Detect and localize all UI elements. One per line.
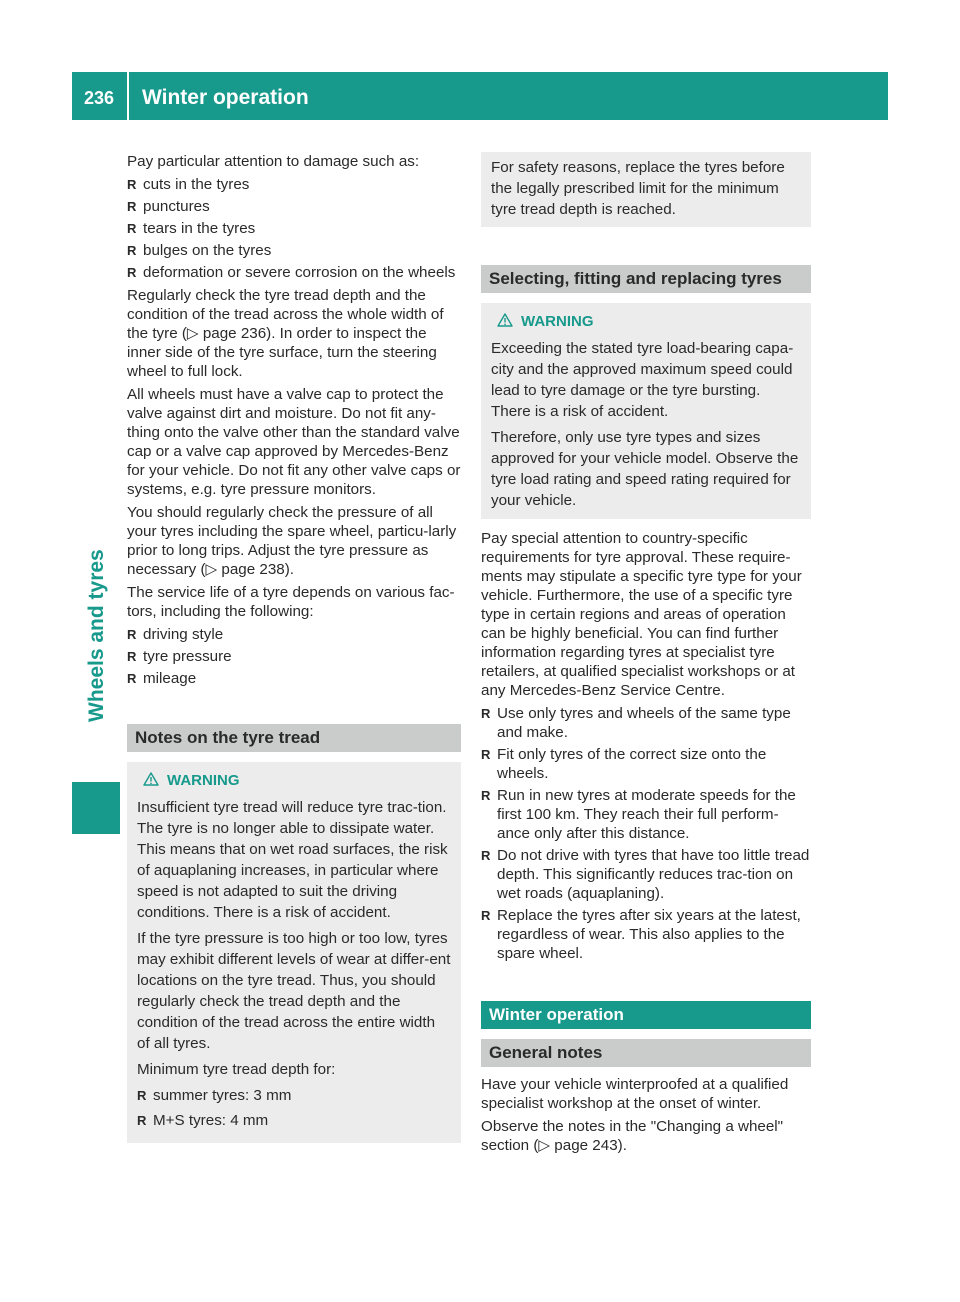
list-item: R Use only tyres and wheels of the same type and make. bbox=[481, 704, 811, 742]
left-column bbox=[127, 152, 461, 1143]
safety-note-box bbox=[481, 152, 811, 227]
warning-text: Minimum tyre tread depth for: bbox=[137, 1061, 336, 1078]
section-heading-winter: Winter operation bbox=[481, 1001, 811, 1029]
section-heading-tread: Notes on the tyre tread bbox=[127, 724, 461, 752]
warning-triangle-icon bbox=[497, 313, 513, 327]
list-item: R summer tyres: 3 mm bbox=[137, 1085, 451, 1106]
section-heading-selecting: Selecting, fitting and replacing tyres bbox=[481, 265, 811, 293]
list-item: R Do not drive with tyres that have too little tread depth. This significantly reduces trac-tion on wet roads (aquaplaning). bbox=[481, 846, 811, 903]
list-item: R tears in the tyres bbox=[127, 219, 461, 238]
warning-text: Insufficient tyre tread will reduce tyre trac-tion. The tyre is no longer able to dissipate water. This means that on wet road surfaces, the risk of aquaplaning increases, in particular where speed is not adapted to suit the driving conditions. There is a risk of accident. bbox=[137, 799, 448, 921]
damage-list bbox=[127, 175, 461, 282]
list-item: R punctures bbox=[127, 197, 461, 216]
paragraph: All wheels must have a valve cap to protect the valve against dirt and moisture. Do not fit any-thing onto the valve other than the standard valve cap or a valve cap approved by Mercedes-Benz for your vehicle. Do not fit any other valve caps or systems, e.g. tyre pressure monitors. bbox=[127, 386, 461, 498]
list-item: R cuts in the tyres bbox=[127, 175, 461, 194]
warning-triangle-icon bbox=[143, 772, 159, 786]
page-header bbox=[72, 72, 888, 120]
tyre-rules-list bbox=[481, 704, 811, 963]
paragraph: You should regularly check the pressure of all your tyres including the spare wheel, particu-larly prior to long trips. Adjust the tyre pressure as necessary (▷ page 238). bbox=[127, 504, 457, 578]
min-depth-list bbox=[137, 1085, 451, 1131]
damage-intro: Pay particular attention to damage such as: bbox=[127, 153, 420, 170]
paragraph: Regularly check the tyre tread depth and the condition of the tread across the whole width of the tyre (▷ page 236). In order to inspect the inner side of the tyre surface, turn the steering wheel to full lock. bbox=[127, 287, 444, 380]
paragraph: Have your vehicle winterproofed at a qualified specialist workshop at the onset of winter. bbox=[481, 1076, 789, 1112]
paragraph: The service life of a tyre depends on various fac-tors, including the following: bbox=[127, 584, 455, 620]
side-tab-marker bbox=[72, 782, 120, 834]
list-item: R tyre pressure bbox=[127, 647, 461, 666]
warning-text: If the tyre pressure is too high or too low, tyres may exhibit different levels of wear at differ-ent locations on the tyre tread. Thus, you should regularly check the tread depth and the condition of the tread across the entire width of all tyres. bbox=[137, 930, 451, 1052]
warning-text: Exceeding the stated tyre load-bearing capa-city and the approved maximum speed could lead to tyre damage or the tyre bursting. There is a risk of accident. bbox=[491, 340, 794, 420]
paragraph: Pay special attention to country-specific requirements for tyre approval. These require-ments may stipulate a specific tyre type for your vehicle. Furthermore, the use of a specific tyre type in certain regions and areas of operation can be highly beneficial. You can find further information regarding tyres at specialist tyre retailers, at qualified specialist workshops or at any Mercedes-Benz Service Centre. bbox=[481, 530, 802, 699]
warning-box bbox=[481, 303, 811, 519]
header-divider bbox=[127, 72, 129, 120]
warning-label: WARNING bbox=[521, 313, 594, 330]
list-item: R mileage bbox=[127, 669, 461, 688]
warning-label: WARNING bbox=[167, 772, 240, 789]
warning-box bbox=[127, 762, 461, 1143]
running-title: Winter operation bbox=[142, 86, 309, 109]
warning-title bbox=[137, 770, 451, 791]
list-item: R bulges on the tyres bbox=[127, 241, 461, 260]
warning-text: Therefore, only use tyre types and sizes approved for your vehicle model. Observe the tyre load rating and speed rating required for your vehicle. bbox=[491, 429, 799, 509]
list-item: R Fit only tyres of the correct size onto the wheels. bbox=[481, 745, 811, 783]
list-item: R Run in new tyres at moderate speeds for the first 100 km. They reach their full perform-ance only after this distance. bbox=[481, 786, 811, 843]
list-item: R deformation or severe corrosion on the wheels bbox=[127, 263, 461, 282]
safety-note: For safety reasons, replace the tyres before the legally prescribed limit for the minimum tyre tread depth is reached. bbox=[491, 159, 785, 218]
list-item: R Replace the tyres after six years at the latest, regardless of wear. This also applies to the spare wheel. bbox=[481, 906, 811, 963]
paragraph: Observe the notes in the "Changing a wheel" section (▷ page 243). bbox=[481, 1118, 784, 1154]
side-tab-label: Wheels and tyres bbox=[85, 549, 108, 722]
right-column bbox=[481, 152, 811, 1159]
list-item: R M+S tyres: 4 mm bbox=[137, 1110, 451, 1131]
list-item: R driving style bbox=[127, 625, 461, 644]
factor-list bbox=[127, 625, 461, 688]
page-number: 236 bbox=[84, 88, 115, 108]
warning-title bbox=[491, 311, 801, 332]
subsection-heading-general: General notes bbox=[481, 1039, 811, 1067]
